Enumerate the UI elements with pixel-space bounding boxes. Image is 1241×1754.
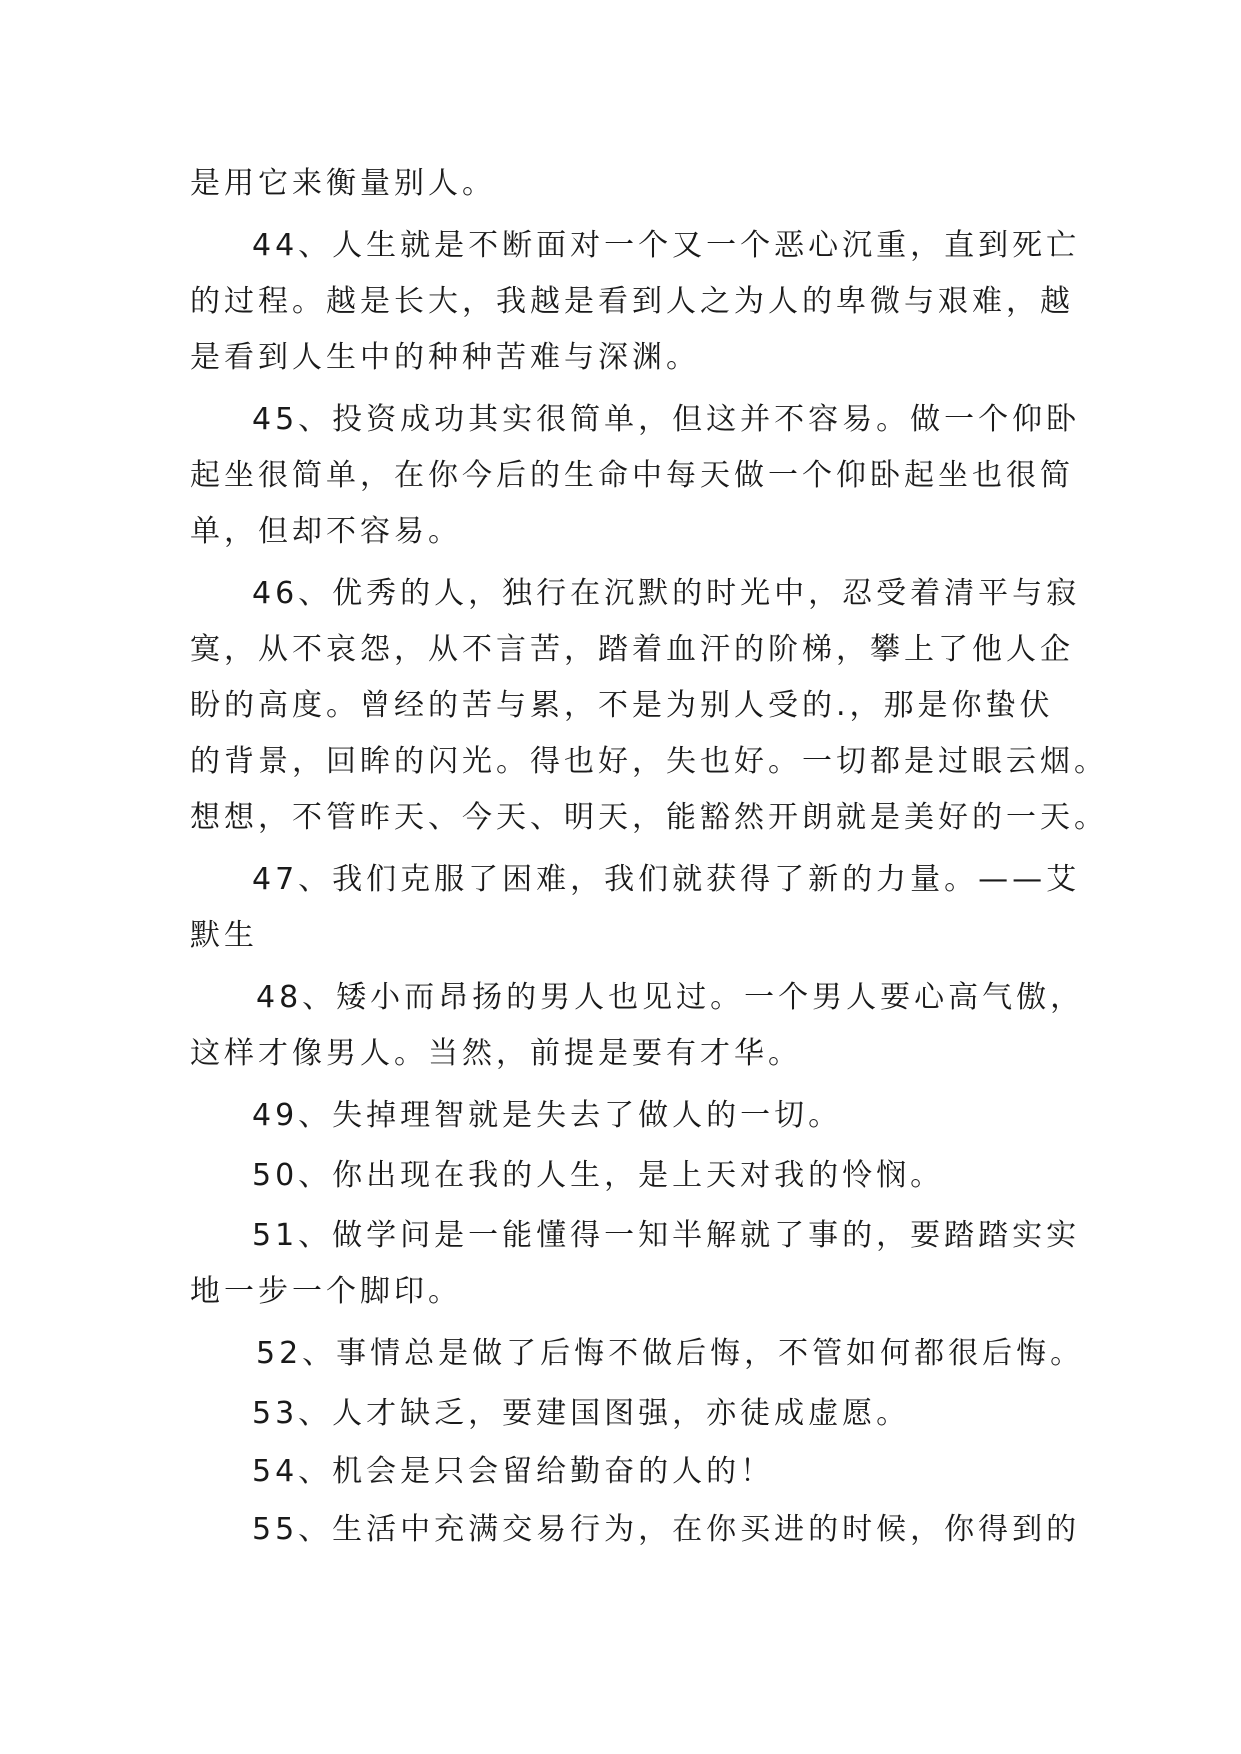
text-line: 44、人生就是不断面对一个又一个恶心沉重，直到死亡 [252,228,1081,263]
text-line: 想想，不管昨天、今天、明天，能豁然开朗就是美好的一天。 [190,800,1108,835]
text-line: 默生 [190,918,258,953]
text-line: 单，但却不容易。 [190,514,462,549]
text-line: 53、人才缺乏，要建国图强，亦徒成虚愿。 [252,1396,911,1431]
text-line: 46、优秀的人，独行在沉默的时光中，忍受着清平与寂 [252,576,1081,611]
text-line: 50、你出现在我的人生，是上天对我的怜悯。 [252,1158,945,1193]
text-line: 54、机会是只会留给勤奋的人的！ [252,1454,775,1489]
text-line: 起坐很简单，在你今后的生命中每天做一个仰卧起坐也很简 [190,458,1074,493]
text-line: 49、失掉理智就是失去了做人的一切。 [252,1098,843,1133]
text-line: 45、投资成功其实很简单，但这并不容易。做一个仰卧 [252,402,1081,437]
text-line: 盼的高度。曾经的苦与累，不是为别人受的.，那是你蛰伏 [190,688,1054,723]
text-line: 寞，从不哀怨，从不言苦，踏着血汗的阶梯，攀上了他人企 [190,632,1074,667]
text-line: 52、事情总是做了后悔不做后悔，不管如何都很后悔。 [256,1336,1085,1371]
text-line: 这样才像男人。当然，前提是要有才华。 [190,1036,802,1071]
text-line: 地一步一个脚印。 [190,1274,462,1309]
text-line: 55、生活中充满交易行为，在你买进的时候，你得到的 [252,1512,1081,1547]
text-line: 48、矮小而昂扬的男人也见过。一个男人要心高气傲， [256,980,1085,1015]
text-line: 47、我们克服了困难，我们就获得了新的力量。——艾 [252,862,1081,897]
text-line: 的背景，回眸的闪光。得也好，失也好。一切都是过眼云烟。 [190,744,1108,779]
text-line: 是看到人生中的种种苦难与深渊。 [190,340,700,375]
text-line: 51、做学问是一能懂得一知半解就了事的，要踏踏实实 [252,1218,1081,1253]
text-line: 是用它来衡量别人。 [190,166,496,201]
text-line: 的过程。越是长大，我越是看到人之为人的卑微与艰难，越 [190,284,1074,319]
